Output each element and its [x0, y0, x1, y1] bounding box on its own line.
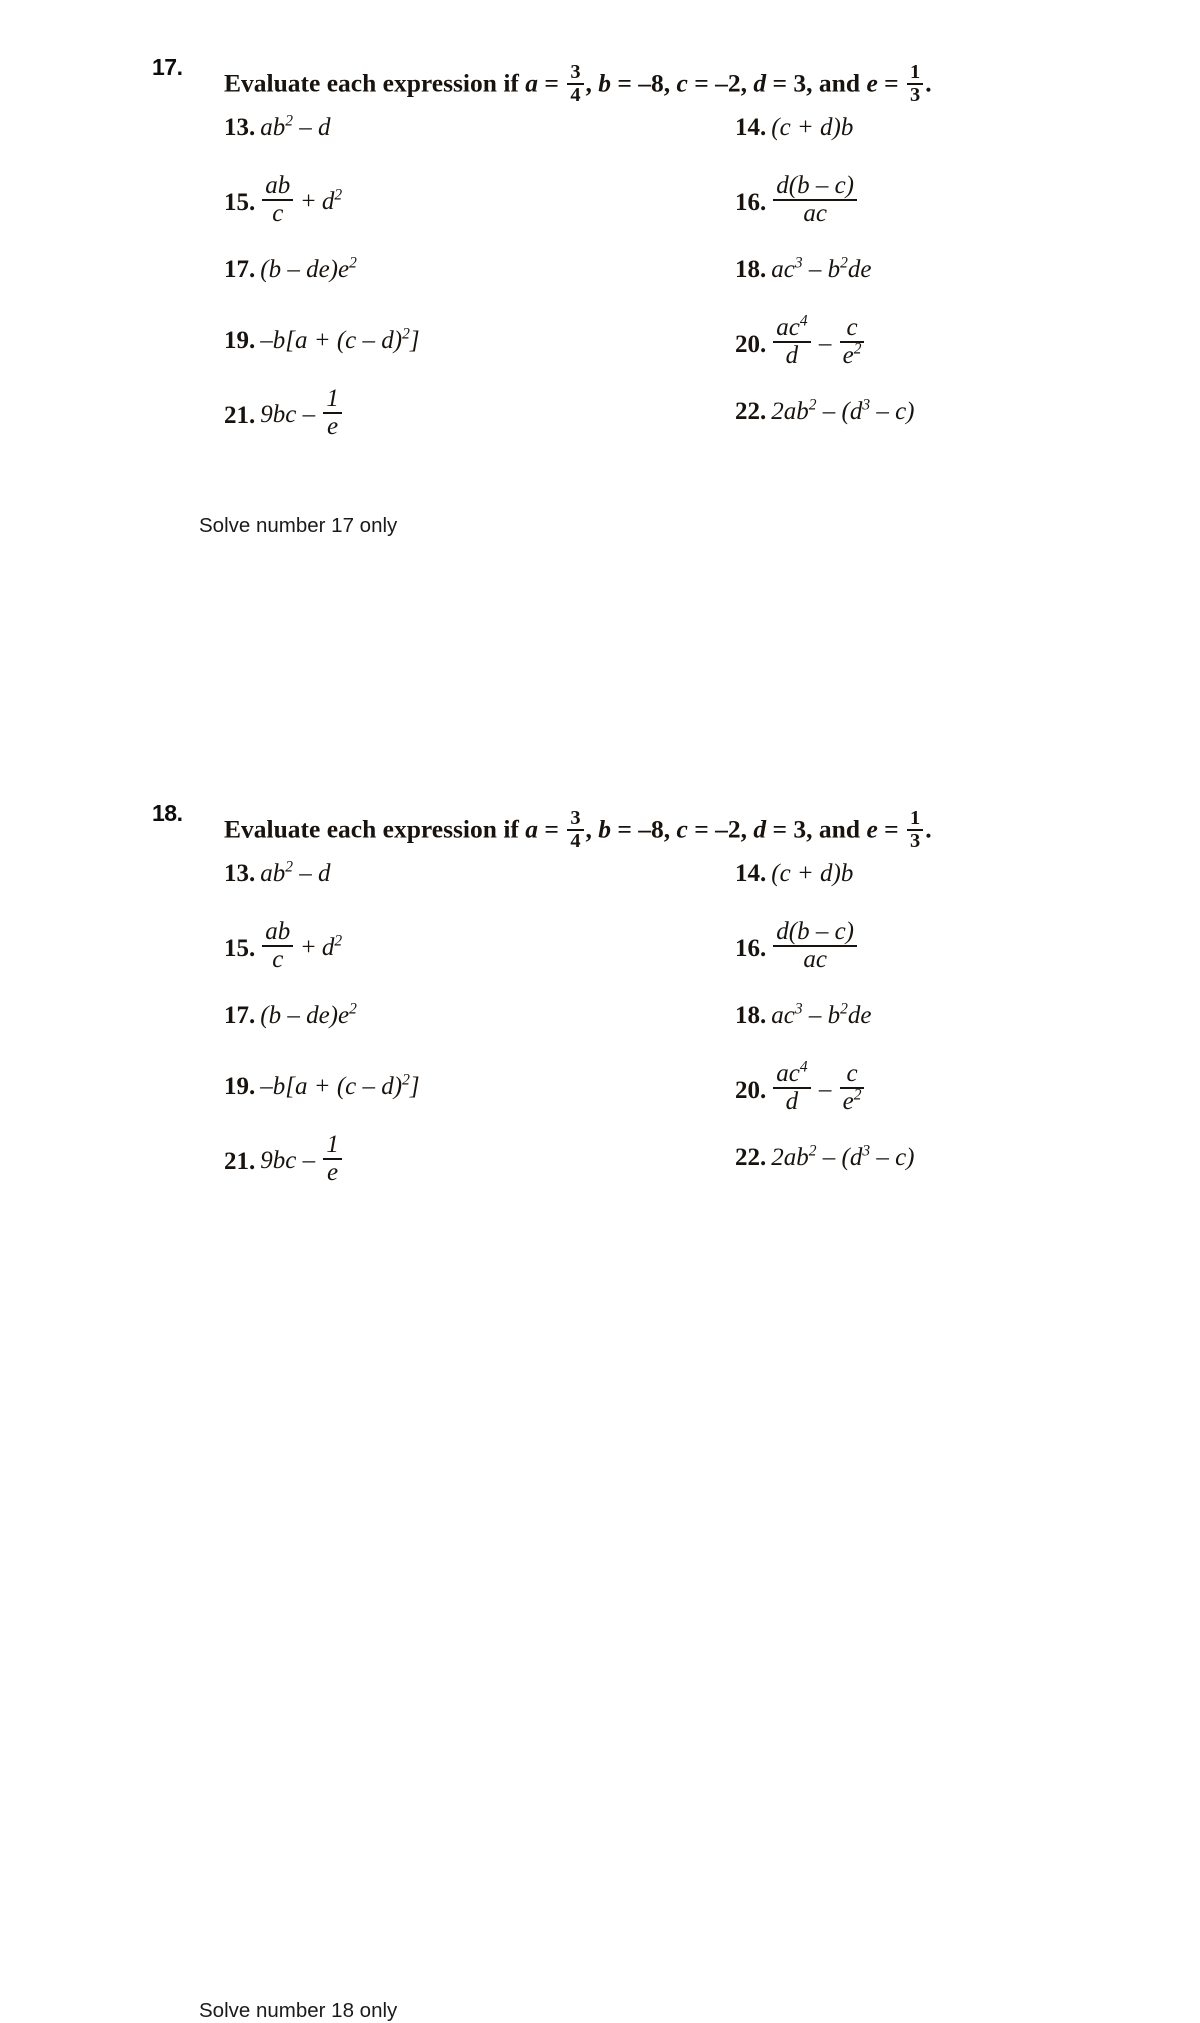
header-prefix: Evaluate each expression if: [224, 68, 526, 98]
problem-expression: $2ab^2 - (d^3 - c)$: [771, 1142, 915, 1171]
problem-number: 14.: [735, 860, 767, 887]
problem-number: 19.: [224, 327, 256, 354]
problem-row: [0, 1002, 1200, 1073]
fraction-numerator: c: [846, 314, 858, 341]
fraction-numerator: 1: [326, 1131, 339, 1158]
fraction: [262, 919, 293, 972]
problem-15: [224, 919, 342, 972]
problem-19: [224, 327, 420, 355]
problem-number: 21.: [224, 1147, 256, 1175]
fraction-denominator: d: [773, 341, 810, 369]
problem-number: 21.: [224, 401, 256, 429]
problem-row: [0, 918, 1200, 1002]
fraction-numerator: 1: [326, 385, 339, 412]
header-after-a: ,: [585, 68, 599, 98]
problem-number: 14.: [735, 114, 767, 141]
problem-row: [0, 1131, 1200, 1215]
instruction-text-17: Solve number 17 only: [199, 514, 398, 537]
problem-number: 19.: [224, 1073, 256, 1100]
problem-grid: [0, 860, 1200, 1215]
header-var-d: d: [753, 814, 767, 844]
problem-expression: $ac^3 - b^2de$: [771, 1000, 872, 1029]
problem-expression: $ab^2$ – d: [260, 858, 331, 887]
header-fraction-e: [907, 808, 923, 852]
fraction: [323, 386, 342, 439]
problem-number: 15.: [224, 188, 256, 216]
header-fraction-e-numerator: 1: [910, 807, 921, 829]
problem-16: [735, 173, 859, 226]
problem-expression: $2ab^2 - (d^3 - c)$: [771, 396, 915, 425]
block-header-17: [224, 62, 1124, 106]
header-val-c: = –2,: [687, 68, 754, 98]
header-eq-a: =: [538, 814, 566, 844]
header-fraction-e-denominator: 3: [907, 83, 923, 106]
header-var-a: a: [525, 814, 539, 844]
fraction: [262, 173, 293, 226]
fraction-numerator: d(b – c): [776, 172, 854, 199]
header-fraction-a: [567, 808, 583, 852]
header-after-a: ,: [585, 814, 599, 844]
problem-number: 22.: [735, 1144, 767, 1171]
header-period: .: [925, 68, 932, 98]
problem-17: [224, 1002, 357, 1030]
problem-15: [224, 173, 342, 226]
problem-expression: [771, 172, 859, 227]
problem-number: 22.: [735, 398, 767, 425]
problem-number: 17.: [224, 256, 256, 283]
problem-22: [735, 398, 915, 426]
header-fraction-a: [567, 62, 583, 106]
problem-number: 16.: [735, 188, 767, 216]
problem-expression: 9bc – $\frac{1}{e}$: [260, 401, 344, 428]
fraction-denominator: e: [323, 412, 342, 440]
header-var-b: b: [598, 68, 612, 98]
header-fraction-e-numerator: 1: [910, 61, 921, 83]
fraction-denominator: c: [262, 199, 293, 227]
fraction-denominator: $e^2$: [840, 1087, 865, 1115]
header-prefix: Evaluate each expression if: [224, 814, 526, 844]
fraction-numerator: $ac^4$: [776, 1058, 808, 1087]
header-eq-e: =: [877, 68, 906, 98]
header-var-c: c: [676, 68, 688, 98]
fraction-denominator: $e^2$: [840, 341, 865, 369]
header-var-e: e: [866, 814, 878, 844]
fraction-denominator: ac: [773, 945, 857, 973]
problem-expression: –b[a + (c – d)$^2$]: [260, 325, 420, 354]
problem-18: [735, 1002, 871, 1030]
problem-number: 20.: [735, 330, 767, 358]
problem-expression: $\frac{ac^4}{d}$ – $\frac{c}{e^2}$: [771, 1076, 866, 1103]
problem-expression: $ac^3 - b^2de$: [771, 254, 872, 283]
problem-19: [224, 1073, 420, 1101]
header-fraction-a-numerator: 3: [570, 61, 581, 83]
problem-expression: (c + d)b: [771, 114, 854, 141]
problem-row: [0, 1058, 1200, 1144]
header-var-d: d: [753, 68, 767, 98]
problem-expression: $(b - de)e^2$: [260, 254, 357, 283]
block-marker-17: 17.: [152, 54, 183, 80]
instruction-text-18: Solve number 18 only: [199, 1999, 398, 2022]
problem-expression: $\frac{ab}{c}$ + $d^2$: [260, 188, 342, 215]
problem-expression: [771, 918, 859, 973]
fraction-denominator: d: [773, 1087, 810, 1115]
fraction: [840, 1061, 865, 1114]
header-period: .: [925, 814, 932, 844]
problem-number: 15.: [224, 934, 256, 962]
problem-number: 20.: [735, 1076, 767, 1104]
problem-21: [224, 386, 344, 439]
header-eq-e: =: [877, 814, 906, 844]
header-var-b: b: [598, 814, 612, 844]
problem-expression: $\frac{ab}{c}$ + $d^2$: [260, 934, 342, 961]
header-fraction-e-denominator: 3: [907, 829, 923, 852]
header-var-c: c: [676, 814, 688, 844]
header-fraction-e: [907, 62, 923, 106]
problem-number: 13.: [224, 114, 256, 141]
problem-number: 17.: [224, 1002, 256, 1029]
header-fraction-a-denominator: 4: [567, 83, 583, 106]
fraction-denominator: e: [323, 1158, 342, 1186]
problem-row: [0, 860, 1200, 931]
header-var-a: a: [525, 68, 539, 98]
problem-number: 13.: [224, 860, 256, 887]
header-eq-a: =: [538, 68, 566, 98]
header-val-c: = –2,: [687, 814, 754, 844]
problem-22: [735, 1144, 915, 1172]
fraction: [773, 1058, 810, 1115]
problem-row: [0, 385, 1200, 469]
fraction: [773, 919, 857, 972]
problem-expression: $ab^2$ – d: [260, 112, 331, 141]
problem-20: [735, 1058, 866, 1115]
fraction-numerator: ab: [265, 172, 291, 199]
problem-17: [224, 256, 357, 284]
fraction: [773, 173, 857, 226]
problem-expression: –b[a + (c – d)$^2$]: [260, 1071, 420, 1100]
problem-20: [735, 312, 866, 369]
block-marker-18: 18.: [152, 800, 183, 826]
problem-expression: 9bc – $\frac{1}{e}$: [260, 1147, 344, 1174]
header-val-b: = –8,: [611, 68, 677, 98]
problem-13: [224, 114, 331, 142]
problem-row: [0, 114, 1200, 185]
problem-grid: [0, 114, 1200, 469]
fraction: [773, 312, 810, 369]
problem-expression: (c + d)b: [771, 860, 854, 887]
problem-18: [735, 256, 871, 284]
header-val-d: = 3, and: [766, 68, 867, 98]
problem-row: [0, 256, 1200, 327]
problem-number: 18.: [735, 1002, 767, 1029]
problem-14: [735, 860, 853, 888]
fraction-denominator: c: [262, 945, 293, 973]
problem-expression: $\frac{ac^4}{d}$ – $\frac{c}{e^2}$: [771, 330, 866, 357]
problem-expression: $(b - de)e^2$: [260, 1000, 357, 1029]
header-val-b: = –8,: [611, 814, 677, 844]
fraction-denominator: ac: [773, 199, 857, 227]
problem-16: [735, 919, 859, 972]
header-fraction-a-numerator: 3: [570, 807, 581, 829]
header-var-e: e: [866, 68, 878, 98]
fraction-numerator: c: [846, 1060, 858, 1087]
problem-number: 18.: [735, 256, 767, 283]
block-header-18: [224, 808, 1124, 852]
problem-number: 16.: [735, 934, 767, 962]
problem-row: [0, 172, 1200, 256]
header-val-d: = 3, and: [766, 814, 867, 844]
fraction-numerator: $ac^4$: [776, 312, 808, 341]
fraction: [840, 315, 865, 368]
fraction: [323, 1132, 342, 1185]
problem-21: [224, 1132, 344, 1185]
problem-14: [735, 114, 853, 142]
header-fraction-a-denominator: 4: [567, 829, 583, 852]
fraction-numerator: d(b – c): [776, 918, 854, 945]
problem-13: [224, 860, 331, 888]
fraction-numerator: ab: [265, 918, 291, 945]
problem-row: [0, 312, 1200, 398]
